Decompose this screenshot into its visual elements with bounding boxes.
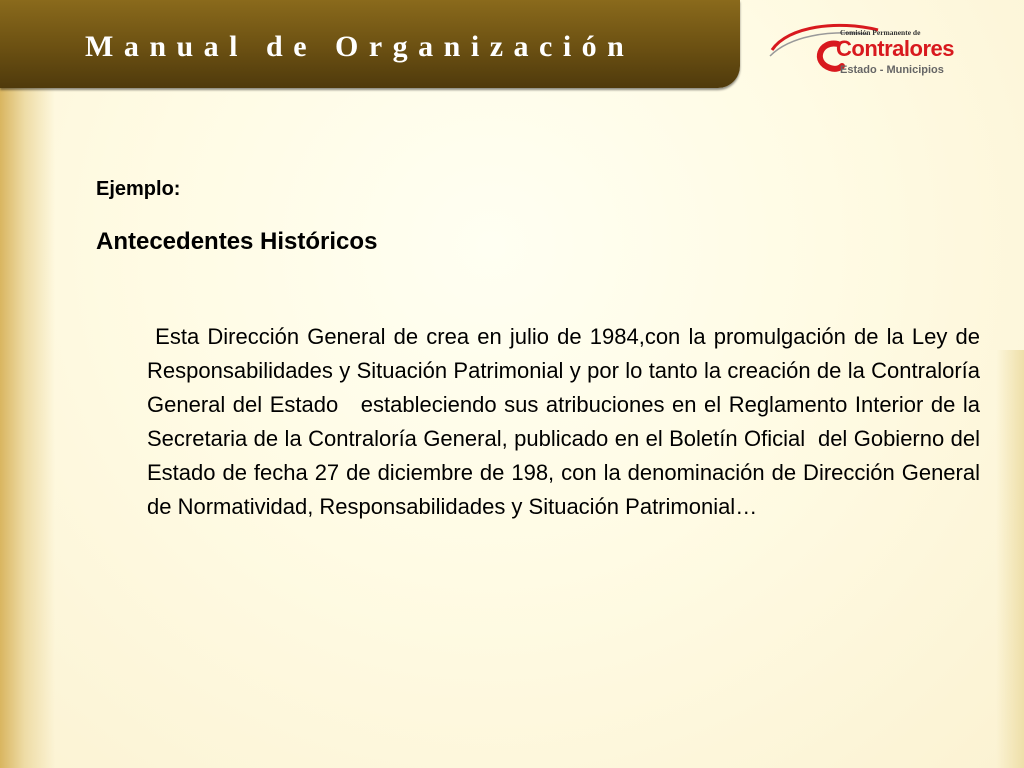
section-heading: Antecedentes Históricos <box>96 228 378 255</box>
right-gradient-border <box>996 350 1024 768</box>
logo-wordmark: Contralores <box>836 36 954 61</box>
header-bar <box>0 0 740 88</box>
logo-subtitle: Comisión Permanente de <box>840 28 921 37</box>
contralores-logo <box>768 22 958 92</box>
body-paragraph: Esta Dirección General de crea en julio de 1984,con la promulgación de la Ley de Responsabilidades y Situación Patrimonial y por lo tanto la creación de la Contraloría General del Estado estableciendo sus atribuciones en el Reglamento Interior de la Secretaria de la Contraloría General, publicado en el Boletín Oficial del Gobierno del Estado de fecha 27 de diciembre de 198, con la denominación de Dirección General de Normatividad, Responsabilidades y Situación Patrimonial… <box>147 324 987 519</box>
logo-tagline: Estado - Municipios <box>840 64 944 76</box>
page-title: Manual de Organización <box>85 30 635 63</box>
example-label: Ejemplo: <box>96 178 181 200</box>
left-gradient-border <box>0 88 55 768</box>
